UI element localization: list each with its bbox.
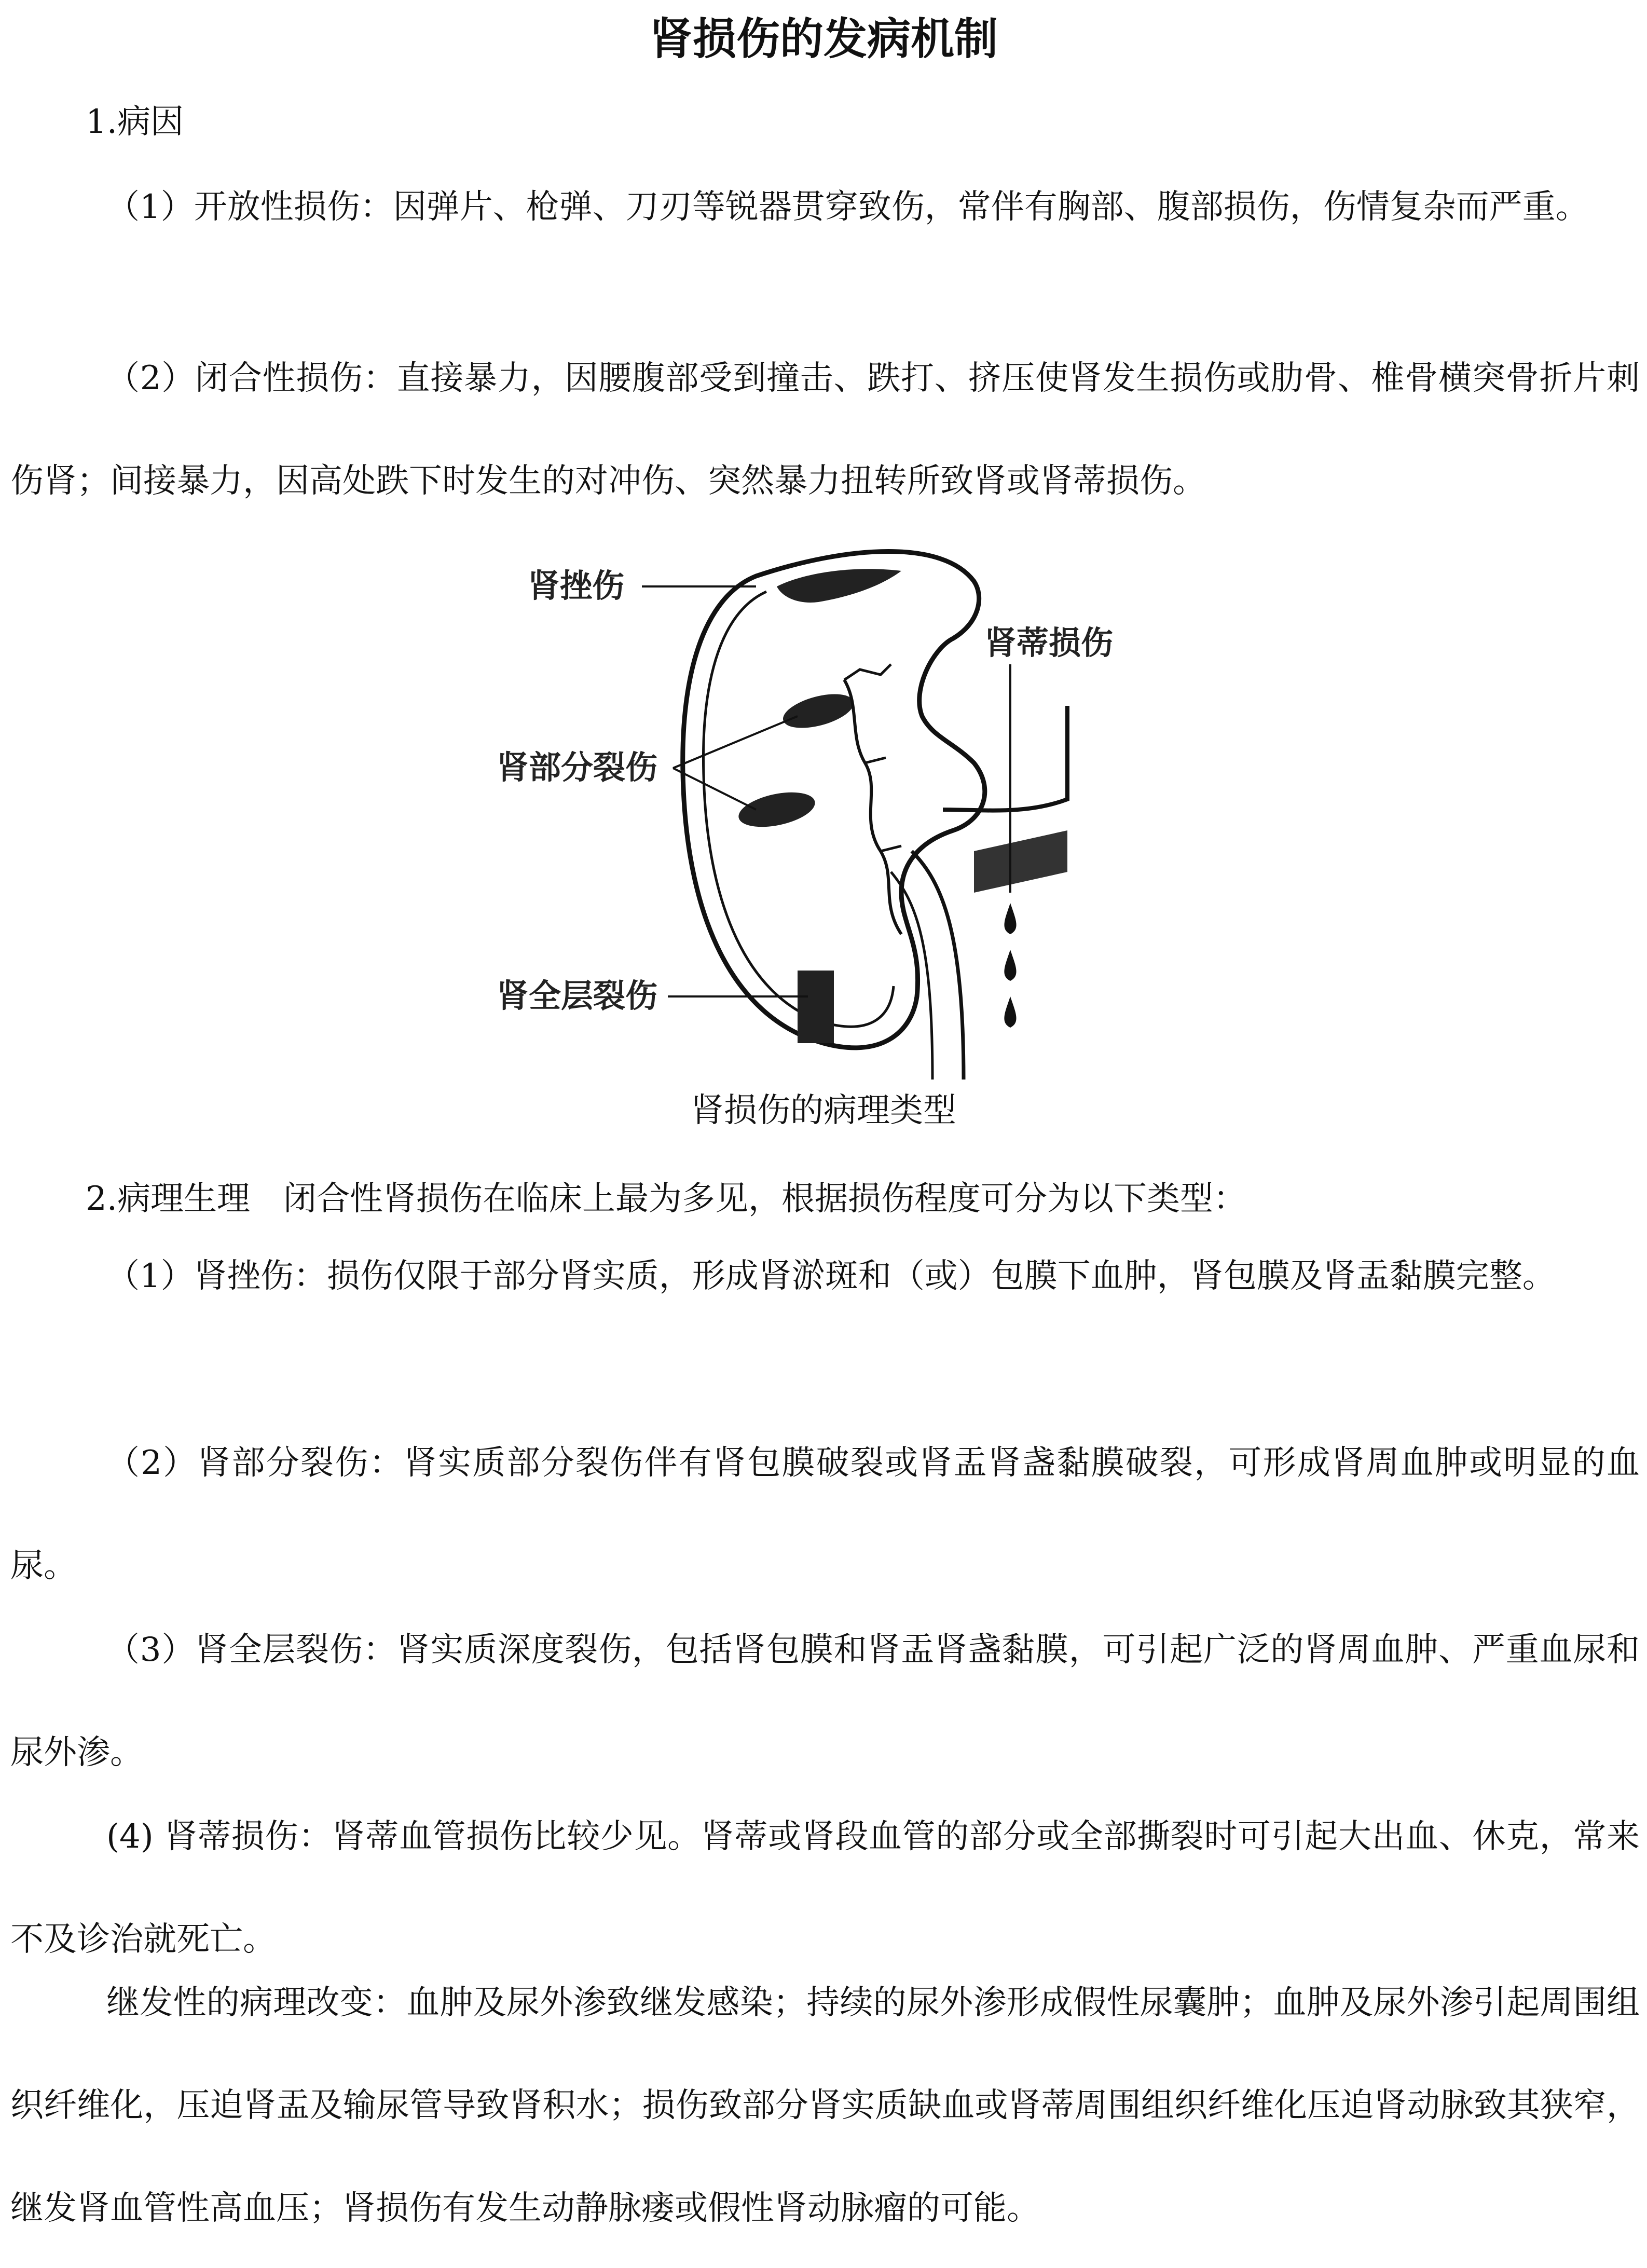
figure-caption: 肾损伤的病理类型 (691, 1091, 956, 1130)
paragraph-partial-tear: （2）肾部分裂伤：肾实质部分裂伤伴有肾包膜破裂或肾盂肾盏黏膜破裂，可形成肾周血肿或明显的血尿。 (10, 1444, 1640, 1585)
blood-drop-2 (1004, 950, 1016, 981)
paragraph-pedicle-injury: (4) 肾蒂损伤：肾蒂血管损伤比较少见。肾蒂或肾段血管的部分或全部撕裂时可引起大出血、休克，常来不及诊治就死亡。 (10, 1818, 1640, 1959)
label-partial: 肾部分裂伤 (497, 748, 658, 786)
kidney-injury-figure (0, 519, 1647, 1121)
label-pedicle: 肾蒂损伤 (984, 624, 1114, 662)
paragraph-full-tear: （3）肾全层裂伤：肾实质深度裂伤，包括肾包膜和肾盂肾盏黏膜，可引起广泛的肾周血肿、严重血尿和尿外渗。 (10, 1631, 1640, 1772)
partial-tear-lower (735, 786, 818, 833)
paragraph-closed-injury: （2）闭合性损伤：直接暴力，因腰腹部受到撞击、跌打、挤压使肾发生损伤或肋骨、椎骨横突骨折片刺伤肾；间接暴力，因高处跌下时发生的对冲伤、突然暴力扭转所致肾或肾蒂损伤。 (10, 359, 1640, 500)
calyx-detail (844, 664, 901, 851)
contusion-mark (777, 569, 901, 603)
kidney-diagram (486, 519, 1161, 1090)
page-title: 肾损伤的发病机制 (649, 13, 998, 64)
ureter (912, 851, 964, 1080)
paragraph-secondary-changes: 继发性的病理改变：血肿及尿外渗致继发感染；持续的尿外渗形成假性尿囊肿；血肿及尿外渗引起周围组织纤维化，压迫肾盂及输尿管导致肾积水；损伤致部分肾实质缺血或肾蒂周围组织纤维化压迫肾动脉致其狭窄，继发肾血管性高血压；肾损伤有发生动静脉瘘或假性肾动脉瘤的可能。 (10, 1984, 1640, 2228)
section-heading-cause: 1.病因 (86, 103, 184, 141)
full-tear-mark (798, 971, 834, 1043)
pedicle-torn (974, 830, 1067, 893)
paragraph-open-injury: （1）开放性损伤：因弹片、枪弹、刀刃等锐器贯穿致伤，常伴有胸部、腹部损伤，伤情复杂而严重。 (106, 188, 1589, 226)
leader-partial-upper (673, 716, 798, 768)
paragraph-contusion: （1）肾挫伤：损伤仅限于部分肾实质，形成肾淤斑和（或）包膜下血肿，肾包膜及肾盂黏膜完整。 (106, 1257, 1556, 1295)
blood-drop-1 (1004, 903, 1016, 934)
label-full: 肾全层裂伤 (497, 977, 658, 1015)
section-heading-pathology: 2.病理生理 闭合性肾损伤在临床上最为多见，根据损伤程度可分为以下类型： (86, 1180, 1247, 1218)
partial-tear-upper (779, 688, 857, 734)
blood-drop-3 (1004, 996, 1016, 1028)
pedicle-vessel (943, 706, 1067, 811)
renal-pelvis (844, 680, 901, 934)
ureter-inner (891, 872, 932, 1080)
label-contusion: 肾挫伤 (528, 567, 625, 605)
